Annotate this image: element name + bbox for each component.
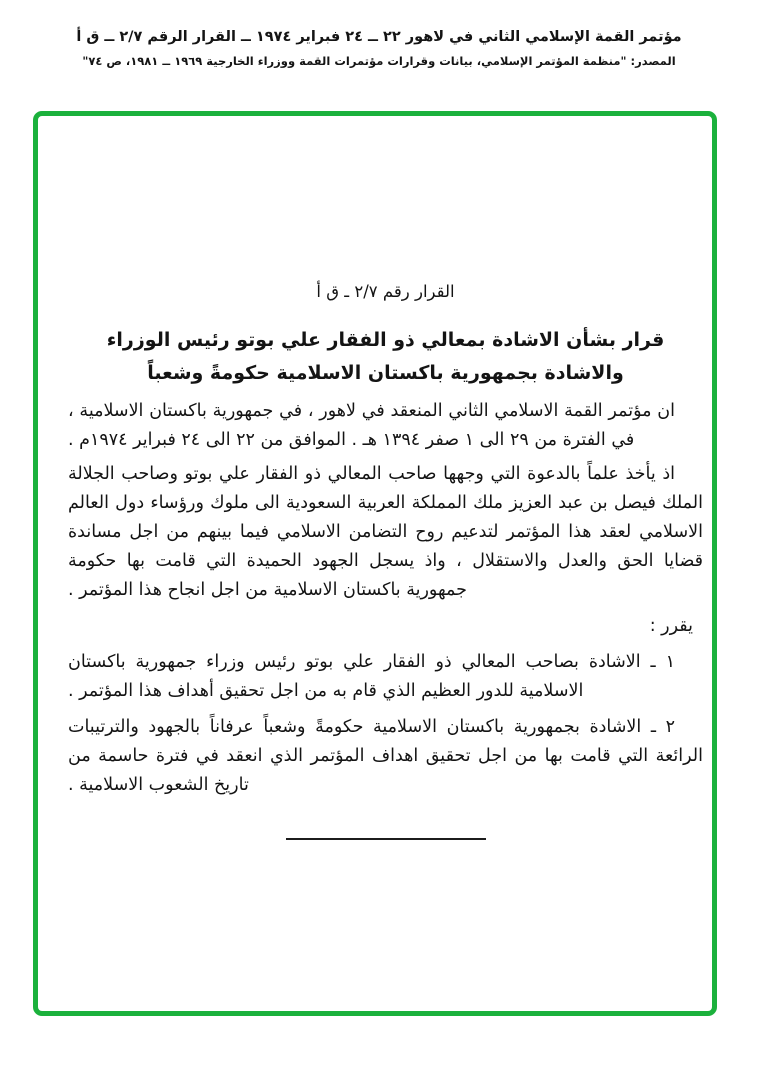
- preamble-paragraph-1: ان مؤتمر القمة الاسلامي الثاني المنعقد في لاهور ، في جمهورية باكستان الاسلامية ، في الفترة من ٢٩ الى ١ صفر ١٣٩٤ هـ . الموافق من ٢٢ الى ٢٤ فبراير ١٩٧٤م .: [68, 401, 675, 450]
- resolution-title-line-1: قرار بشأن الاشادة بمعالي ذو الفقار علي بوتو رئيس الوزراء: [106, 329, 665, 351]
- resolution-item-1: ١ ـ الاشادة بصاحب المعالي ذو الفقار علي بوتو رئيس وزراء جمهورية باكستان الاسلامية للدور العظيم الذي قام به من اجل تحقيق أهداف هذا المؤتمر .: [68, 652, 675, 701]
- decides-label: يقرر :: [649, 616, 693, 636]
- header-conference-title: مؤتمر القمة الإسلامي الثاني في لاهور ٢٢ ــ ٢٤ فبراير ١٩٧٤ ــ القرار الرقم ٢/٧ ــ ق أ: [76, 29, 682, 45]
- document-body: [38, 116, 712, 1011]
- resolution-title: [68, 324, 703, 390]
- bottom-divider-rule: [286, 838, 486, 840]
- resolution-title-line-2: والاشادة بجمهورية باكستان الاسلامية حكومةً وشعباً: [147, 362, 624, 384]
- resolution-number: القرار رقم ٢/٧ ـ ق أ: [316, 282, 455, 301]
- document-header: [0, 26, 758, 68]
- preamble-paragraph-2: اذ يأخذ علماً بالدعوة التي وجهها صاحب المعالي ذو الفقار علي بوتو وصاحب الجلالة الملك فيصل بن عبد العزيز ملك المملكة العربية السعودية الى ملوك ورؤساء دول العالم الاسلامي لعقد هذا المؤتمر لتدعيم روح التضامن الاسلامي فيما بينهم من اجل مساندة قضايا الحق والعدل والاستقلال ، واذ يسجل الجهود الحميدة التي قامت بها حكومة جمهورية باكستان الاسلامية من اجل انجاح هذا المؤتمر .: [68, 464, 703, 600]
- document-frame: [33, 111, 717, 1016]
- header-source-citation: المصدر: "منظمة المؤتمر الإسلامي، بيانات وقرارات مؤتمرات القمة ووزراء الخارجية ١٩٦٩ ــ ١٩٨١، ص ٧٤": [82, 54, 676, 68]
- resolution-item-2: ٢ ـ الاشادة بجمهورية باكستان الاسلامية حكومةً وشعباً عرفاناً بالجهود والترتيبات الرائعة التي قامت بها من اجل تحقيق اهداف المؤتمر الذي انعقد في فترة حاسمة من تاريخ الشعوب الاسلامية .: [68, 717, 703, 795]
